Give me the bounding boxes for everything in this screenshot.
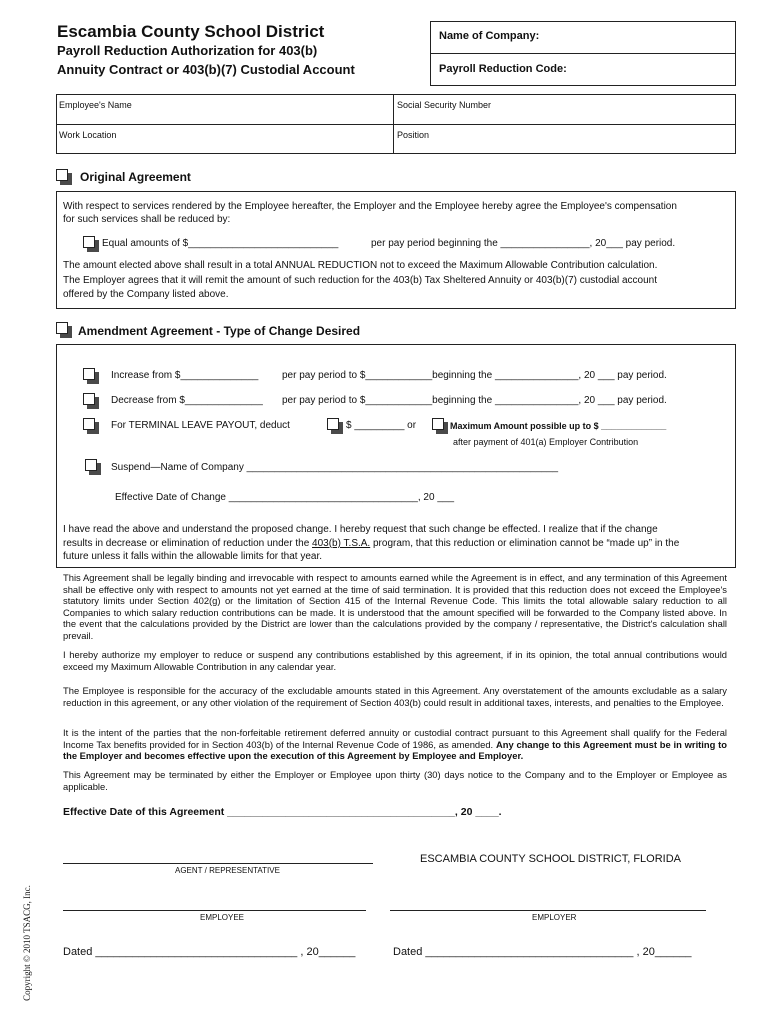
amendment-box [56, 344, 736, 568]
employer-label: EMPLOYER [532, 913, 577, 922]
form-title-line1: Payroll Reduction Authorization for 403(b) [57, 43, 318, 58]
after-401a-text: after payment of 401(a) Employer Contribution [453, 437, 639, 447]
payroll-code-field[interactable]: Payroll Reduction Code: [439, 63, 567, 75]
terms-paragraph-2: I hereby authorize my employer to reduce or suspend any contributions established by this agreement, if in its opinion, the total annual contributions would exceed my Maximum Allowable Contribution in any calendar year. [63, 649, 727, 672]
original-agreement-checkbox[interactable] [56, 169, 72, 185]
work-location-field[interactable]: Work Location [59, 130, 117, 140]
increase-text: Increase from $______________ [111, 370, 259, 381]
annual-limit-text: The amount elected above shall result in a total ANNUAL REDUCTION not to exceed the Maximum Allowable Contribution calculation. [63, 260, 658, 271]
increase-period-text: per pay period to $____________beginning the _______________, 20 ___ pay period. [282, 370, 667, 381]
terms-paragraph-4: It is the intent of the parties that the non-forfeitable retirement deferred annuity or custodial contract pursuant to this Agreement shall qualify for the Federal Income Tax benefits provided for in Section 403(b) of the Internal Revenue Code of 1986, as amended. Any change to this Agreement must be in writing to the Employer and becomes effective upon the execution of this Agreement by Employee and Employer. [63, 727, 727, 762]
increase-checkbox[interactable] [83, 368, 99, 384]
original-intro-2: for such services shall be reduced by: [63, 214, 231, 225]
company-info-box [430, 21, 736, 86]
employee-signature-line[interactable] [63, 910, 366, 911]
terminal-amount-checkbox[interactable] [327, 418, 343, 434]
equal-amounts-text: Equal amounts of $___________________________ [102, 238, 339, 249]
terms-paragraph-1: This Agreement shall be legally binding and irrevocable with respect to amounts earned while the Agreement is in effect, and any termination of this Agreement shall be effective only with respect to amounts not yet earned at the time of said termination. It is provided that this reduction does not exceed the Employee's statutory limits under Section 402(g) or the limitation of Section 415 of the Internal Revenue Code. This limits the total allowable salary reduction to all Companies to which salary reduction contributions can be made. It is understood that the amount specified will be forwarded to the Company listed above. In the event that the calculations provided by the District are lower than the calculations provided by the company / representative, the District's calculation shall prevail. [63, 572, 727, 641]
terminal-leave-checkbox[interactable] [83, 418, 99, 434]
suspend-checkbox[interactable] [85, 459, 101, 475]
original-agreement-box [56, 191, 736, 309]
pay-period-begin-text: per pay period beginning the ________________, 20___ pay period. [371, 238, 676, 249]
decrease-period-text: per pay period to $____________beginning the _______________, 20 ___ pay period. [282, 395, 667, 406]
employee-info-box [56, 94, 736, 154]
employer-signature-line[interactable] [390, 910, 706, 911]
dated-left[interactable]: Dated _________________________________ , 20______ [63, 946, 356, 958]
original-agreement-title: Original Agreement [80, 170, 191, 184]
remit-text: The Employer agrees that it will remit the amount of such reduction for the 403(b) Tax Sheltered Annuity or 403(b)(7) custodial account [63, 275, 658, 286]
maximum-amount-text: Maximum Amount possible up to $ _____________ [450, 421, 667, 431]
read-understand-text-3: future unless it falls within the allowable limits for that year. [63, 551, 323, 562]
original-intro: With respect to services rendered by the Employee hereafter, the Employer and the Employee hereby agree the Employee's compensation [63, 201, 677, 212]
equal-amounts-checkbox[interactable] [83, 236, 99, 252]
copyright-text: Copyright © 2010 TSACG, Inc. [21, 885, 32, 1001]
district-signature-title: ESCAMBIA COUNTY SCHOOL DISTRICT, FLORIDA [420, 853, 681, 865]
form-title-line2: Annuity Contract or 403(b)(7) Custodial Account [57, 62, 355, 77]
dated-right[interactable]: Dated __________________________________ , 20______ [393, 946, 692, 958]
amendment-title: Amendment Agreement - Type of Change Desired [78, 324, 361, 338]
position-field[interactable]: Position [397, 130, 430, 140]
company-name-field[interactable]: Name of Company: [439, 30, 540, 42]
agent-signature-line[interactable] [63, 863, 373, 864]
maximum-amount-checkbox[interactable] [432, 418, 448, 434]
effective-change-text: Effective Date of Change __________________________________, 20 ___ [115, 492, 455, 503]
effective-date-agreement[interactable]: Effective Date of this Agreement _______________________________________, 20 ____. [63, 806, 502, 818]
terms-paragraph-3: The Employee is responsible for the accuracy of the excludable amounts stated in this Agreement. Any overstatement of the amounts excludable as a salary reduction in this agreement, or any other violation of the requirement of Section 403(b) could result in additional taxes, interests, and penalties to the Employee. [63, 685, 727, 708]
terminal-amount-text: $ _________ or [346, 420, 417, 431]
district-title: Escambia County School District [57, 22, 325, 41]
decrease-checkbox[interactable] [83, 393, 99, 409]
employee-label: EMPLOYEE [200, 913, 245, 922]
amendment-agreement-checkbox[interactable] [56, 322, 72, 338]
decrease-text: Decrease from $______________ [111, 395, 263, 406]
remit-text-2: offered by the Company listed above. [63, 289, 229, 300]
read-understand-text: I have read the above and understand the proposed change. I hereby request that such change be effected. I realize that if the change [63, 524, 658, 535]
read-understand-text-2: results in decrease or elimination of reduction under the 403(b) T.S.A. program, that this reduction or elimination cannot be “made up” in the [63, 538, 680, 549]
suspend-text: Suspend—Name of Company ________________________________________________________ [111, 462, 559, 473]
ssn-field[interactable]: Social Security Number [397, 100, 492, 110]
employee-name-field[interactable]: Employee's Name [59, 100, 132, 110]
agent-label: AGENT / REPRESENTATIVE [175, 866, 280, 875]
terminal-leave-text: For TERMINAL LEAVE PAYOUT, deduct [111, 420, 290, 431]
terms-paragraph-5: This Agreement may be terminated by either the Employer or Employee upon thirty (30) days notice to the Company and to the Employer or Employee as applicable. [63, 769, 727, 792]
